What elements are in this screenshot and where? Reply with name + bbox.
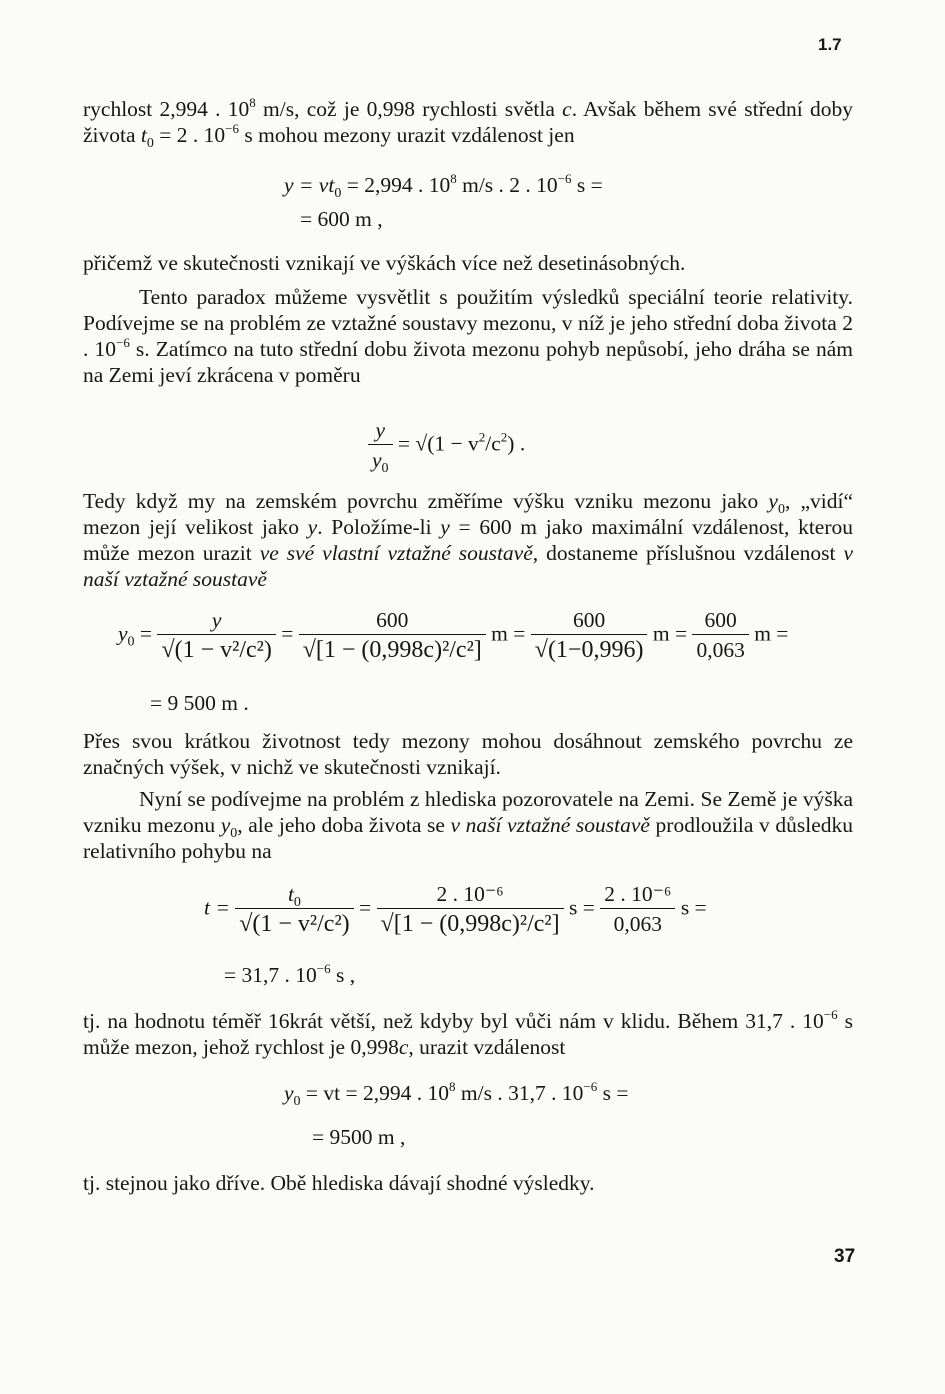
fraction-2: $\frac{600}{\text{√[1 − (0,998c)²/c²]}}$ [299, 606, 486, 665]
fraction-1: $\frac{y}{\text{√(1 − v²/c²)}}$ [157, 606, 275, 665]
paragraph-7: tj. na hodnotu téměř 16krát větší, než kdyby byl vůči nám v klidu. Během 31,7 . $10^{-6}$ s může mezon, jehož rychlost je 0,998c, urazit vzdálenost [83, 1007, 853, 1059]
equation-distance-in-earth-frame: $y = vt_0 = 2,994$ . $10^8$ m/s . 2 . $10^{-6}$ s = [284, 171, 603, 201]
paragraph-6: Nyní se podívejme na problém z hlediska pozorovatele na Zemi. Se Země je výška vzniku mezonu $y_0$, ale jeho doba života se v naší vztažné soustavě prodloužila v důsledku relativního pohybu na [83, 787, 853, 863]
section-number: 1.7 [818, 35, 842, 54]
fraction-t0: $\frac{t_0}{\text{√(1 − v²/c²)}}$ [235, 880, 353, 939]
fraction-3: $\frac{600}{√(1-0,996)}$ [531, 606, 648, 665]
equation-distance-result: = 600 m , [300, 207, 383, 231]
fraction-y-over-y0: $\frac{y}{y_0}$ [368, 416, 393, 475]
fraction-time-2: $\frac{\text{2 . 10⁻⁶}}{\text{√[1 − (0,998c)²/c²]}}$ [377, 880, 564, 939]
fraction-4: $\frac{600}{0,063}$ [692, 606, 748, 665]
fraction-time-3: $\frac{\text{2 . 10⁻⁶}}{0,063}$ [600, 880, 675, 939]
equation-contraction-ratio: $\frac{y}{y_0}$ = $√(1 - v^2/c^2)$ . [368, 416, 525, 475]
equation-y0-result: = 9 500 m . [150, 691, 249, 715]
equation-y0-vt-result: = 9500 m , [312, 1125, 406, 1149]
equation-time-result: = 31,7 . $10^{-6}$ s , [224, 961, 356, 987]
paragraph-3: Tento paradox můžeme vysvětlit s použitím výsledků speciální teorie relativity. Podívejme se na problém ze vztažné soustavy mezonu, v níž je jeho střední doba života 2 . $10^{-6}$ s. Zatímco na tuto střední dobu života mezonu pohyb nepůsobí, jeho dráha se nám na Zemi jeví zkrácena v poměru [83, 285, 853, 387]
paragraph-4: Tedy když my na zemském povrchu změříme výšku vzniku mezonu jako $y_0$, „vidí“ mezon její velikost jako y. Položíme-li y = 600 m jako maximální vzdálenost, kterou může mezon urazit ve své vlastní vztažné soustavě, dostaneme příslušnou vzdálenost v naší vztažné soustavě [83, 489, 854, 591]
equation-y0-in-earth-frame: $y_0$ = $\frac{y}{\text{√(1 − v²/c²)}}$ = $\frac{600}{\text{√[1 − (0,998c)²/c²]}}$ m = $\frac{600}{√(1-0,996)}$ m = $\frac{600}{0,063}$ m = [118, 608, 789, 663]
paragraph-2: přičemž ve skutečnosti vznikají ve výškách více než desetinásobných. [83, 251, 686, 275]
page-number: 37 [834, 1246, 856, 1267]
paragraph-8: tj. stejnou jako dříve. Obě hlediska dávají shodné výsledky. [83, 1171, 595, 1195]
paragraph-5: Přes svou krátkou životnost tedy mezony mohou dosáhnout zemského povrchu ze značných výšek, v nichž ve skutečnosti vznikají. [83, 729, 853, 779]
equation-y0-vt: $y_0$ = vt = 2,994 . $10^8$ m/s . 31,7 . $10^{-6}$ s = [284, 1079, 629, 1109]
equation-time-dilation: t = $\frac{t_0}{\text{√(1 − v²/c²)}}$ = $\frac{\text{2 . 10⁻⁶}}{\text{√[1 − (0,998c)²/c²]}}$ s = $\frac{\text{2 . 10⁻⁶}}{0,063}$ s = [204, 882, 707, 937]
paragraph-1: rychlost 2,994 . $10^8$ m/s, což je 0,998 rychlosti světla c. Avšak během své střední doby života $t_0 = 2$ . $10^{-6}$ s mohou mezony urazit vzdálenost jen [83, 95, 853, 151]
